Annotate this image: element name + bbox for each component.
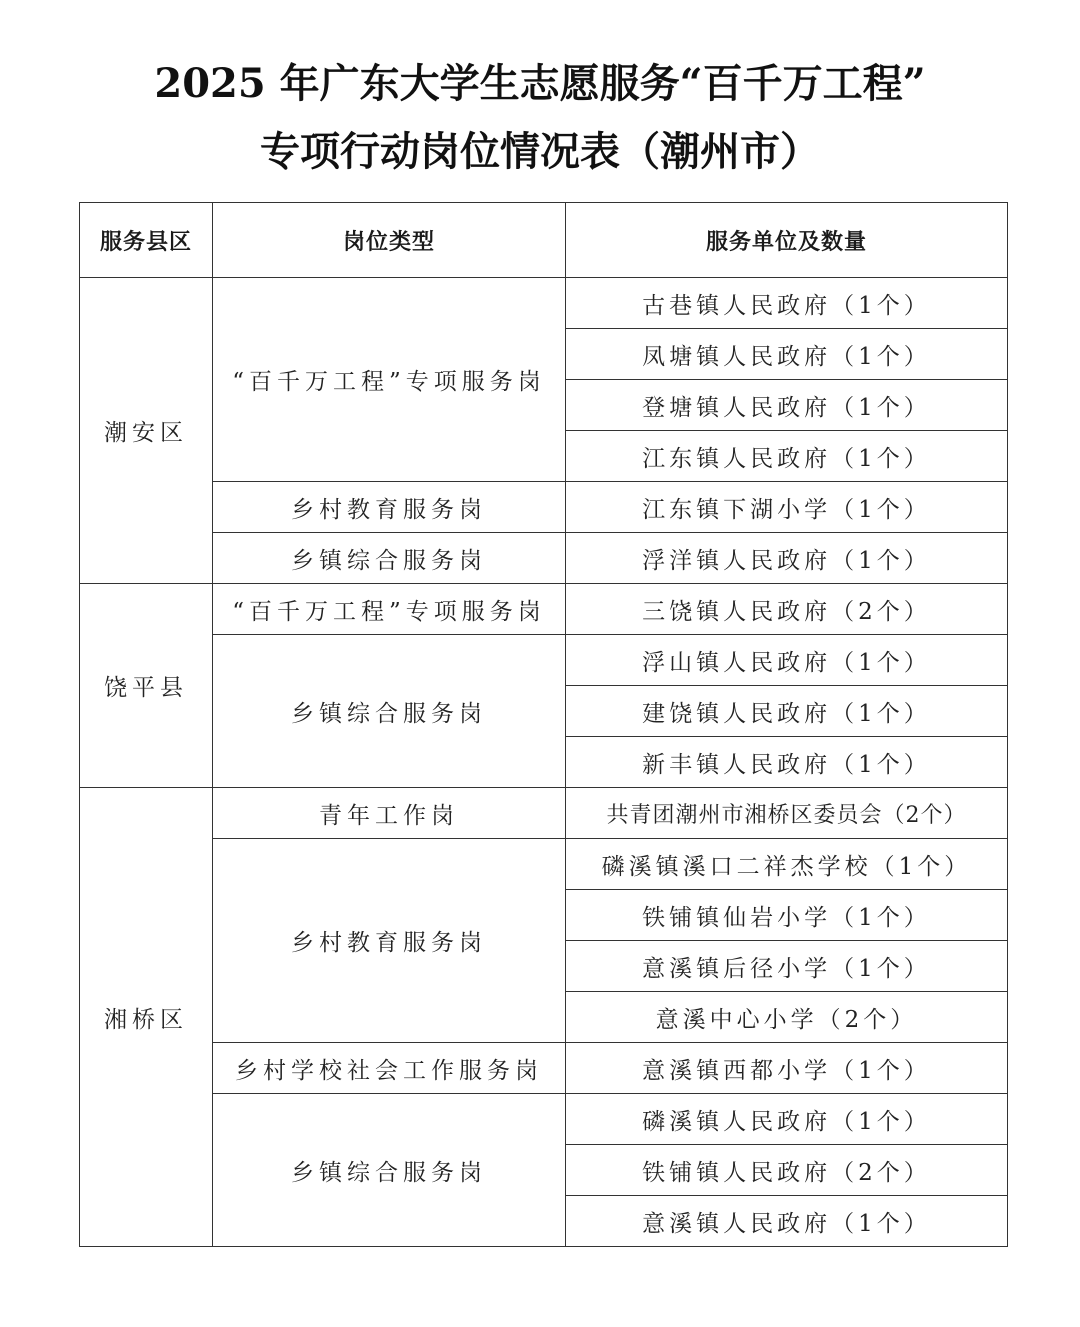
- service-unit-cell: 铁铺镇仙岩小学（1个）: [566, 890, 1008, 941]
- service-unit-cell: 新丰镇人民政府（1个）: [566, 737, 1008, 788]
- service-unit-cell: 三饶镇人民政府（2个）: [566, 584, 1008, 635]
- district-cell: 潮安区: [80, 278, 213, 584]
- service-unit-cell: 共青团潮州市湘桥区委员会（2个）: [566, 788, 1008, 839]
- post-type-cell: 青年工作岗: [213, 788, 566, 839]
- positions-table: [79, 202, 1008, 1247]
- district-cell: 饶平县: [80, 584, 213, 788]
- table-row: [80, 278, 1008, 329]
- post-type-cell: 乡镇综合服务岗: [213, 1094, 566, 1247]
- service-unit-cell: 江东镇下湖小学（1个）: [566, 482, 1008, 533]
- service-unit-cell: 登塘镇人民政府（1个）: [566, 380, 1008, 431]
- service-unit-cell: 意溪镇人民政府（1个）: [566, 1196, 1008, 1247]
- table-row: [80, 482, 1008, 533]
- post-type-cell: 乡镇综合服务岗: [213, 533, 566, 584]
- table-row: [80, 533, 1008, 584]
- post-type-cell: 乡村教育服务岗: [213, 839, 566, 1043]
- header-district: 服务县区: [80, 203, 213, 278]
- table-row: [80, 1094, 1008, 1145]
- service-unit-cell: 凤塘镇人民政府（1个）: [566, 329, 1008, 380]
- table-row: [80, 584, 1008, 635]
- service-unit-cell: 磷溪镇人民政府（1个）: [566, 1094, 1008, 1145]
- post-type-cell: 乡镇综合服务岗: [213, 635, 566, 788]
- table-row: [80, 1043, 1008, 1094]
- document-title-line-2: 专项行动岗位情况表（潮州市）: [260, 128, 820, 175]
- table-row: [80, 788, 1008, 839]
- service-unit-cell: 古巷镇人民政府（1个）: [566, 278, 1008, 329]
- service-unit-cell: 意溪镇西都小学（1个）: [566, 1043, 1008, 1094]
- service-unit-cell: 浮洋镇人民政府（1个）: [566, 533, 1008, 584]
- post-type-cell: 乡村学校社会工作服务岗: [213, 1043, 566, 1094]
- service-unit-cell: 意溪镇后径小学（1个）: [566, 941, 1008, 992]
- table-row: [80, 635, 1008, 686]
- service-unit-cell: 浮山镇人民政府（1个）: [566, 635, 1008, 686]
- service-unit-cell: 江东镇人民政府（1个）: [566, 431, 1008, 482]
- table-header-row: [80, 203, 1008, 278]
- header-service-unit: 服务单位及数量: [566, 203, 1008, 278]
- service-unit-cell: 铁铺镇人民政府（2个）: [566, 1145, 1008, 1196]
- service-unit-cell: 意溪中心小学（2个）: [566, 992, 1008, 1043]
- service-unit-cell: 磷溪镇溪口二祥杰学校（1个）: [566, 839, 1008, 890]
- post-type-cell: “百千万工程”专项服务岗: [213, 278, 566, 482]
- document-title-line-1: 2025 年广东大学生志愿服务“百千万工程”: [154, 60, 926, 107]
- district-cell: 湘桥区: [80, 788, 213, 1247]
- header-post-type: 岗位类型: [213, 203, 566, 278]
- table-row: [80, 839, 1008, 890]
- post-type-cell: 乡村教育服务岗: [213, 482, 566, 533]
- service-unit-cell: 建饶镇人民政府（1个）: [566, 686, 1008, 737]
- post-type-cell: “百千万工程”专项服务岗: [213, 584, 566, 635]
